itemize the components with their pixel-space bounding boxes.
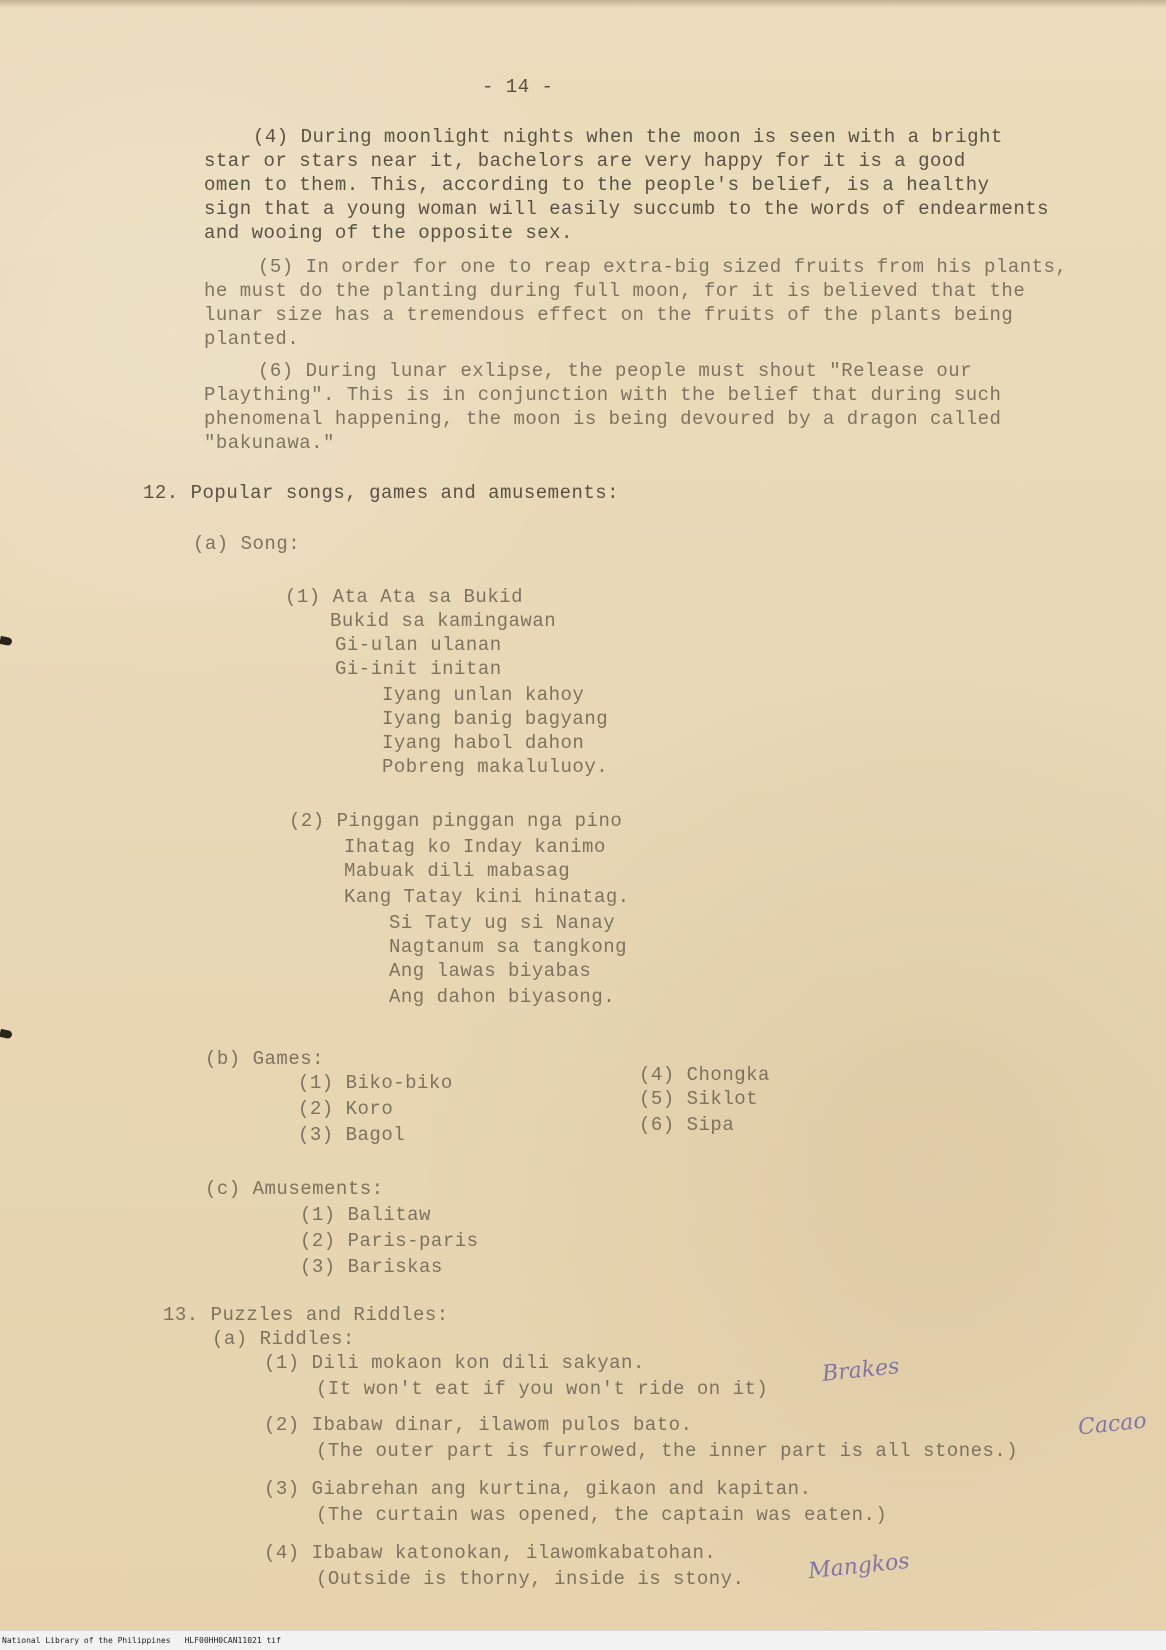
paragraph-5-line-3: lunar size has a tremendous effect on the fruits of the plants being xyxy=(204,304,1014,326)
amusement-1: (1) Balitaw xyxy=(300,1204,431,1226)
binding-mark-top xyxy=(0,636,13,646)
riddle-2-line-2: (The outer part is furrowed, the inner part is all stones.) xyxy=(316,1440,1019,1462)
song-1-line-7: Iyang habol dahon xyxy=(382,732,585,754)
song-1-line-5: Iyang unlan kahoy xyxy=(382,684,585,706)
section-13-heading: 13. Puzzles and Riddles: xyxy=(163,1304,449,1326)
song-1-line-3: Gi-ulan ulanan xyxy=(335,634,502,656)
paragraph-4-line-4: sign that a young woman will easily succumb to the words of endearments xyxy=(204,198,1050,220)
riddle-4-line-2: (Outside is thorny, inside is stony. xyxy=(316,1568,745,1590)
game-1: (1) Biko-biko xyxy=(298,1072,453,1094)
section-12-heading: 12. Popular songs, games and amusements: xyxy=(143,482,620,504)
top-edge xyxy=(0,0,1166,8)
footer-left-text: National Library of the Philippines xyxy=(2,1636,171,1645)
song-2-line-3: Mabuak dili mabasag xyxy=(344,860,571,882)
song-2-line-4: Kang Tatay kini hinatag. xyxy=(344,886,630,908)
song-1-line-4: Gi-init initan xyxy=(335,658,502,680)
amusement-2: (2) Paris-paris xyxy=(300,1230,479,1252)
paragraph-6-line-3: phenomenal happening, the moon is being devoured by a dragon called xyxy=(204,408,1002,430)
song-2-line-6: Nagtanum sa tangkong xyxy=(389,936,628,958)
amusements-label: (c) Amusements: xyxy=(205,1178,384,1200)
paragraph-4-line-1: (4) During moonlight nights when the moon is seen with a bright xyxy=(253,126,1003,148)
amusement-3: (3) Bariskas xyxy=(300,1256,443,1278)
game-3: (3) Bagol xyxy=(298,1124,406,1146)
paragraph-4-line-2: star or stars near it, bachelors are very happy for it is a good xyxy=(204,150,966,172)
paragraph-6-line-1: (6) During lunar exlipse, the people must shout "Release our xyxy=(258,360,973,382)
game-6: (6) Sipa xyxy=(639,1114,735,1136)
paragraph-6-line-4: "bakunawa." xyxy=(204,432,335,454)
song-2-line-7: Ang lawas biyabas xyxy=(389,960,592,982)
song-label: (a) Song: xyxy=(193,533,301,555)
annotation-riddle-1: Brakes xyxy=(820,1354,901,1387)
song-2-line-2: Ihatag ko Inday kanimo xyxy=(344,836,606,858)
game-5: (5) Siklot xyxy=(639,1088,759,1110)
game-2: (2) Koro xyxy=(298,1098,394,1120)
riddles-label: (a) Riddles: xyxy=(212,1328,355,1350)
annotation-riddle-2: Cacao xyxy=(1076,1408,1148,1441)
footer-bar xyxy=(0,1630,1166,1650)
paragraph-5-line-4: planted. xyxy=(204,328,300,350)
riddle-1-line-2: (It won't eat if you won't ride on it) xyxy=(316,1378,769,1400)
song-1-line-2: Bukid sa kamingawan xyxy=(330,610,557,632)
annotation-riddle-4: Mangkos xyxy=(806,1548,911,1585)
song-2-line-5: Si Taty ug si Nanay xyxy=(389,912,616,934)
footer-right-text: HLF00HH0CAN11021 tif xyxy=(184,1636,281,1645)
song-1-line-6: Iyang banig bagyang xyxy=(382,708,609,730)
riddle-3-line-2: (The curtain was opened, the captain was eaten.) xyxy=(316,1504,888,1526)
page-number: - 14 - xyxy=(482,76,554,98)
paragraph-6-line-2: Plaything". This is in conjunction with the belief that during such xyxy=(204,384,1002,406)
riddle-1-line-1: (1) Dili mokaon kon dili sakyan. xyxy=(264,1352,645,1374)
binding-mark-bottom xyxy=(0,1029,13,1039)
song-2-line-8: Ang dahon biyasong. xyxy=(389,986,616,1008)
song-1-line-8: Pobreng makaluluoy. xyxy=(382,756,609,778)
game-4: (4) Chongka xyxy=(639,1064,770,1086)
paragraph-4-line-3: omen to them. This, according to the people's belief, is a healthy xyxy=(204,174,990,196)
song-2-line-1: (2) Pinggan pinggan nga pino xyxy=(289,810,623,832)
song-1-line-1: (1) Ata Ata sa Bukid xyxy=(285,586,524,608)
games-label: (b) Games: xyxy=(205,1048,325,1070)
paragraph-4-line-5: and wooing of the opposite sex. xyxy=(204,222,573,244)
paragraph-5-line-1: (5) In order for one to reap extra-big sized fruits from his plants, xyxy=(258,256,1068,278)
riddle-3-line-1: (3) Giabrehan ang kurtina, gikaon and kapitan. xyxy=(264,1478,812,1500)
paragraph-5-line-2: he must do the planting during full moon, for it is believed that the xyxy=(204,280,1026,302)
riddle-2-line-1: (2) Ibabaw dinar, ilawom pulos bato. xyxy=(264,1414,693,1436)
riddle-4-line-1: (4) Ibabaw katonokan, ilawomkabatohan. xyxy=(264,1542,717,1564)
